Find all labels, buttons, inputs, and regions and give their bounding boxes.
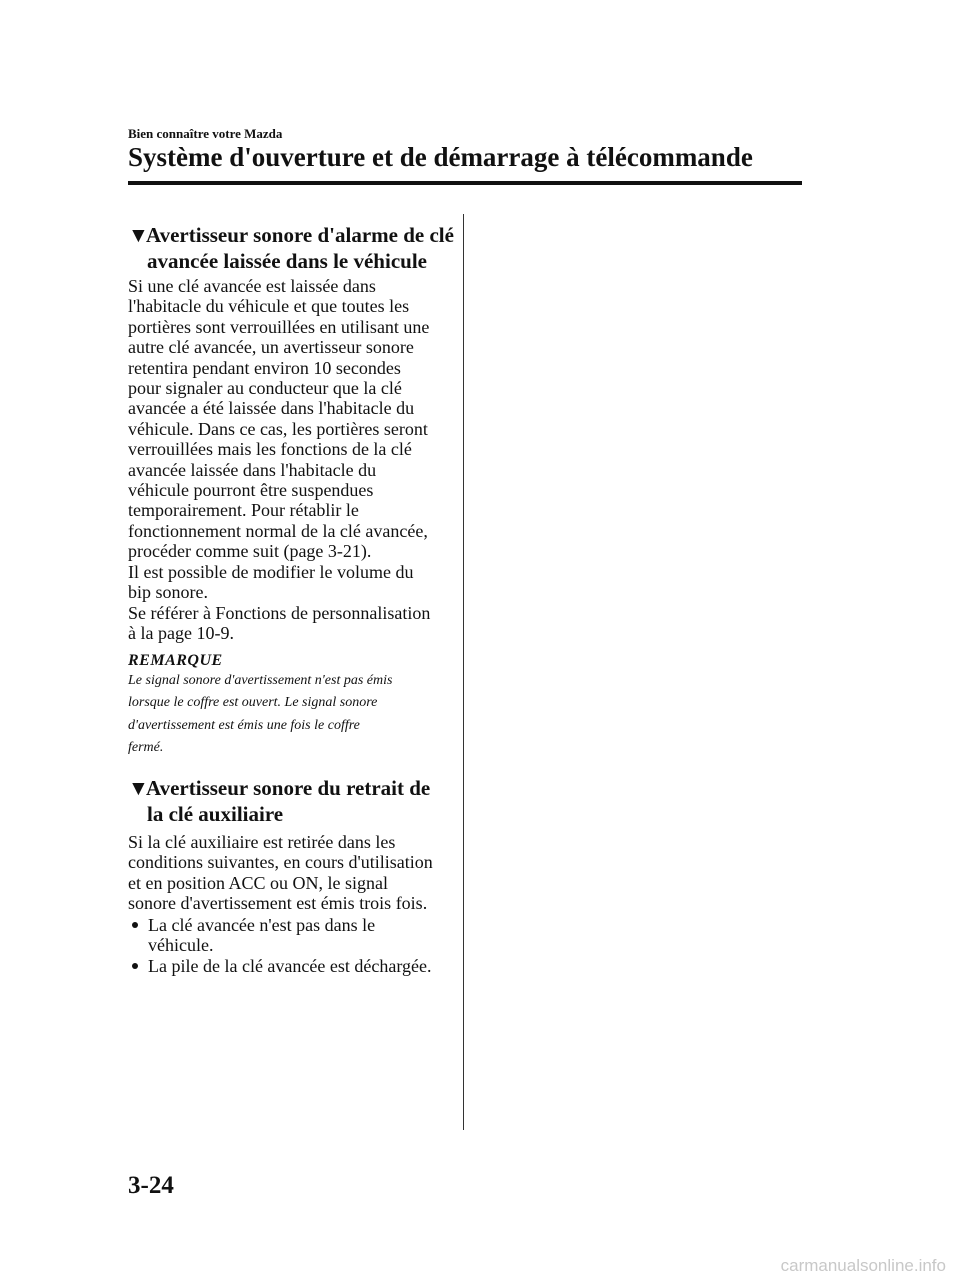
breadcrumb: Bien connaître votre Mazda [128, 126, 283, 141]
list-item-text: La pile de la clé avancée est déchargée. [148, 955, 432, 976]
note-body: Le signal sonore d'avertissement n'est pas émis lorsque le coffre est ouvert. Le signal sonore d'avertissement est émis une fois le coffre fermé. [128, 673, 393, 755]
section-heading-key-left-alarm [128, 222, 458, 274]
bullet-icon [132, 922, 138, 928]
note-heading: REMARQUE [128, 652, 223, 669]
list-item [128, 915, 458, 956]
section-body-paragraph: Si la clé auxiliaire est retirée dans les conditions suivantes, en cours d'utilisation et en position ACC ou ON, le signal sonore d'avertissement est émis trois fois. [128, 832, 433, 914]
section-heading-line2: avancée laissée dans le véhicule [147, 249, 427, 273]
page-title: Système d'ouverture et de démarrage à télécommande [128, 142, 753, 172]
bullet-list [128, 915, 458, 976]
column-divider [463, 214, 464, 1130]
triangle-marker-icon: ▼ [128, 776, 149, 800]
watermark: carmanualsonline.info [780, 1256, 946, 1275]
section-heading-line1: Avertisseur sonore d'alarme de clé [146, 223, 454, 247]
page-number: 3-24 [128, 1172, 174, 1199]
list-item-text: La clé avancée n'est pas dans le véhicule. [148, 915, 376, 956]
header-divider [128, 181, 802, 185]
bullet-icon [132, 963, 138, 969]
section-body-paragraph: Si une clé avancée est laissée dans l'habitacle du véhicule et que toutes les portières sont verrouillées en utilisant une autre clé avancée, un avertisseur sonore retentira pendant environ 10 secondes pour signaler au conducteur que la clé avancée a été laissée dans l'habitacle du véhicule. Dans ce cas, les portières seront verrouillées mais les fonctions de la clé avancée laissée dans l'habitacle du véhicule pourront être suspendues temporairement. Pour rétablir le fonctionnement normal de la clé avancée, procéder comme suit (page 3-21). Il est possible de modifier le volume du bip sonore. Se référer à Fonctions de personnalisation à la page 10-9. [128, 276, 431, 643]
list-item [128, 956, 458, 976]
section-heading-line1: Avertisseur sonore du retrait de [146, 776, 431, 800]
section-heading-aux-key-removal [128, 775, 458, 827]
section-heading-line2: la clé auxiliaire [147, 802, 284, 826]
triangle-marker-icon: ▼ [128, 223, 149, 247]
